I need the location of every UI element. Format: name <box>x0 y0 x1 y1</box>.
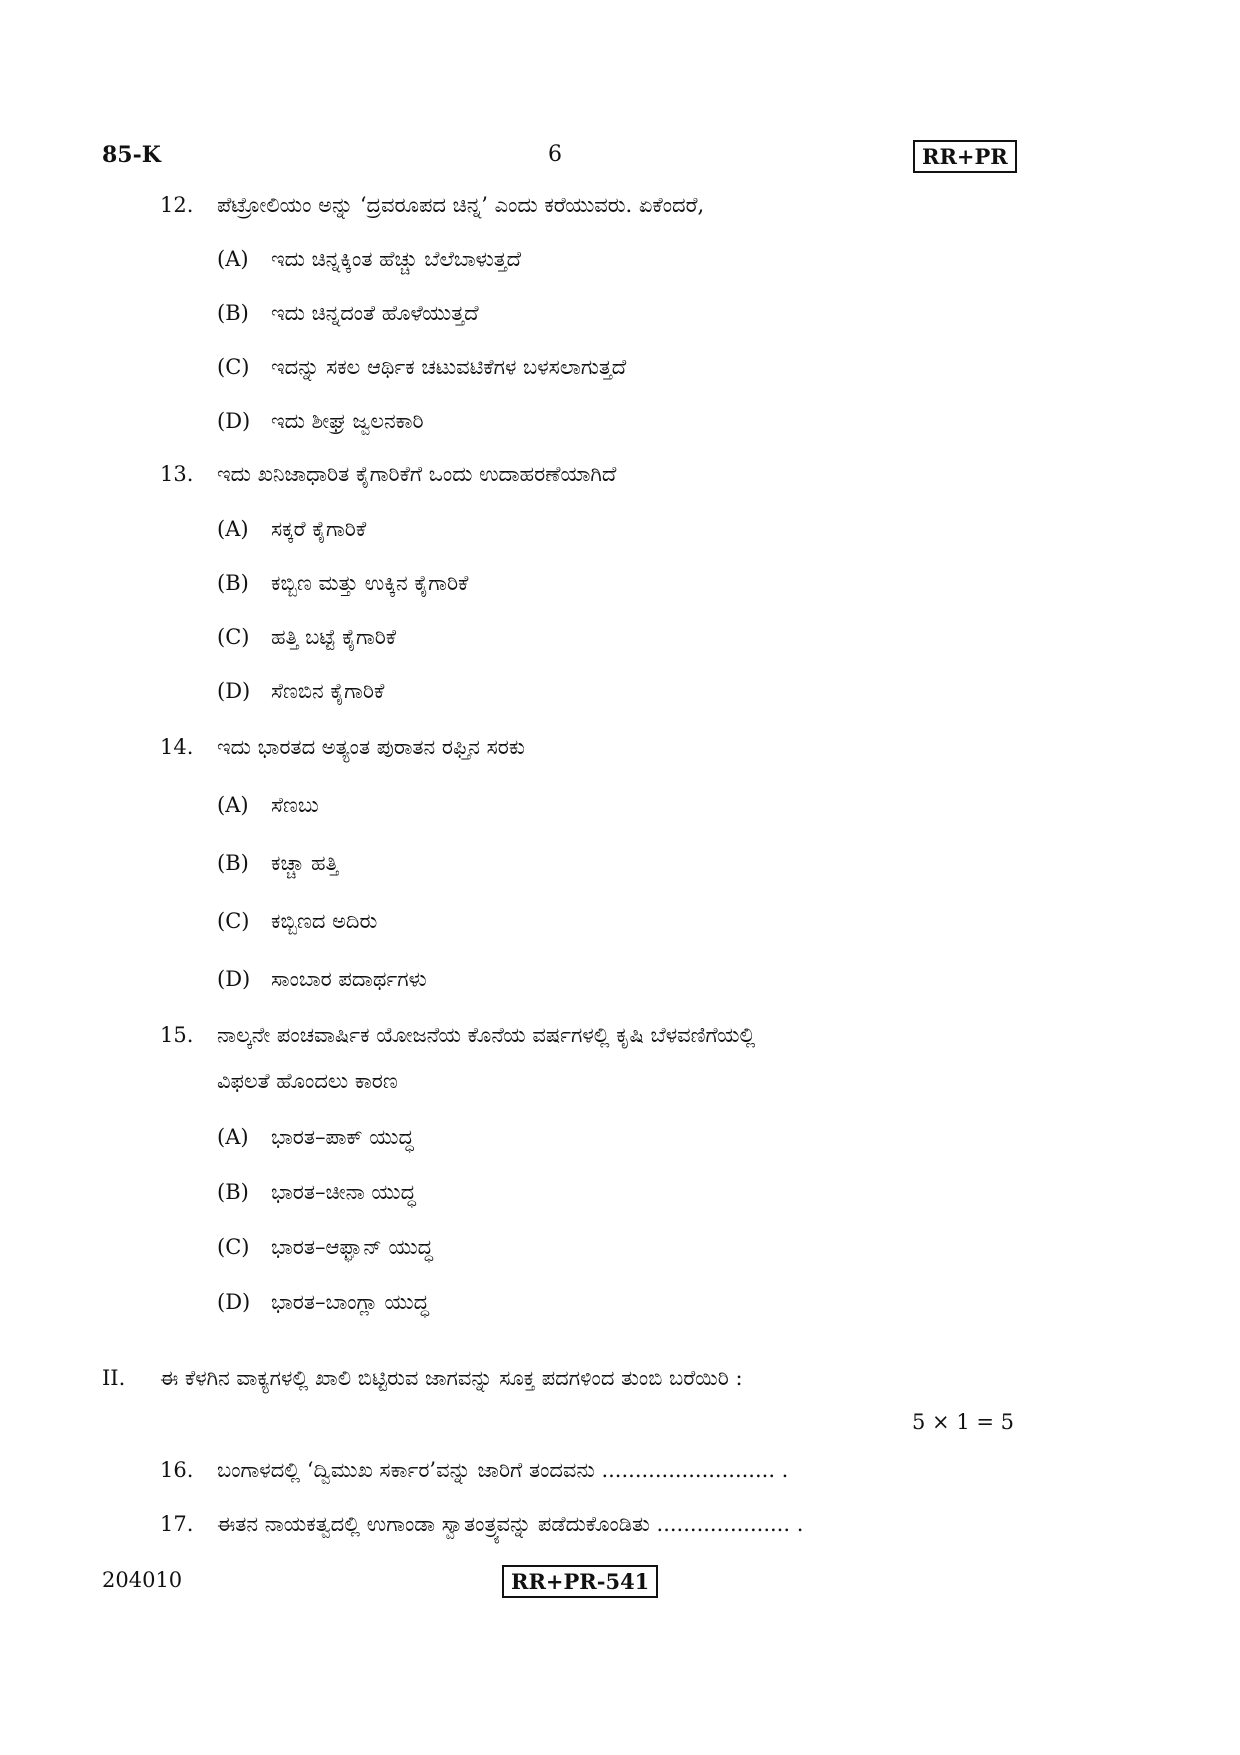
option-text: ಭಾರತ–ಬಾಂಗ್ಲಾ ಯುದ್ಧ <box>271 1290 429 1314</box>
option-letter: (B) <box>217 301 249 325</box>
section-numeral: II. <box>102 1366 126 1390</box>
option-letter: (A) <box>217 1125 249 1149</box>
section-marks: 5 × 1 = 5 <box>912 1410 1014 1434</box>
question-text: ಇದು ಖನಿಜಾಧಾರಿತ ಕೈಗಾರಿಕೆಗೆ ಒಂದು ಉದಾಹರಣೆಯಾಗಿದೆ <box>217 462 617 486</box>
paper-code: 85-K <box>102 142 161 168</box>
question-number: 13. <box>160 462 194 486</box>
option-text: ಸಕ್ಕರೆ ಕೈಗಾರಿಕೆ <box>271 517 367 541</box>
option-letter: (D) <box>217 1290 251 1314</box>
footer-series-badge: RR+PR-541 <box>502 1565 658 1598</box>
option-letter: (B) <box>217 851 249 875</box>
option-text: ಕಚ್ಚಾ ಹತ್ತಿ <box>271 851 339 875</box>
option-text: ಕಬ್ಬಿಣದ ಅದಿರು <box>271 909 378 933</box>
question-number: 12. <box>160 193 194 217</box>
option-text: ಹತ್ತಿ ಬಟ್ಟೆ ಕೈಗಾರಿಕೆ <box>271 625 397 649</box>
question-number: 14. <box>160 735 194 759</box>
option-letter: (B) <box>217 1180 249 1204</box>
page-number: 6 <box>548 142 562 167</box>
option-letter: (C) <box>217 625 250 649</box>
option-letter: (C) <box>217 909 250 933</box>
fill-blank-question: ಈತನ ನಾಯಕತ್ವದಲ್ಲಿ ಉಗಾಂಡಾ ಸ್ವಾತಂತ್ರ್ಯವನ್ನು ಪಡೆದುಕೊಂಡಿತು .................... . <box>217 1512 804 1536</box>
series-badge: RR+PR <box>913 140 1017 173</box>
question-number: 15. <box>160 1023 194 1047</box>
option-letter: (C) <box>217 1235 250 1259</box>
option-text: ಕಬ್ಬಿಣ ಮತ್ತು ಉಕ್ಕಿನ ಕೈಗಾರಿಕೆ <box>271 571 469 595</box>
option-text: ಭಾರತ–ಪಾಕ್ ಯುದ್ಧ <box>271 1125 414 1149</box>
question-text-line2: ವಿಫಲತೆ ಹೊಂದಲು ಕಾರಣ <box>217 1069 398 1093</box>
option-text: ಸೆಣಬಿನ ಕೈಗಾರಿಕೆ <box>271 679 385 703</box>
option-letter: (D) <box>217 967 251 991</box>
option-letter: (B) <box>217 571 249 595</box>
option-text: ಭಾರತ–ಆಫ್ಘಾನ್ ಯುದ್ಧ <box>271 1235 433 1259</box>
question-number: 16. <box>160 1458 194 1482</box>
option-text: ಸೆಣಬು <box>271 793 319 817</box>
option-letter: (C) <box>217 355 250 379</box>
section-instruction: ಈ ಕೆಳಗಿನ ವಾಕ್ಯಗಳಲ್ಲಿ ಖಾಲಿ ಬಿಟ್ಟಿರುವ ಜಾಗವನ್ನು ಸೂಕ್ತ ಪದಗಳಿಂದ ತುಂಬಿ ಬರೆಯಿರಿ : <box>160 1366 743 1390</box>
option-letter: (A) <box>217 247 249 271</box>
option-text: ಇದು ಶೀಘ್ರ ಜ್ವಲನಕಾರಿ <box>271 409 424 433</box>
question-text: ನಾಲ್ಕನೇ ಪಂಚವಾರ್ಷಿಕ ಯೋಜನೆಯ ಕೊನೆಯ ವರ್ಷಗಳಲ್ಲಿ ಕೃಷಿ ಬೆಳವಣಿಗೆಯಲ್ಲಿ <box>217 1023 756 1047</box>
fill-blank-question: ಬಂಗಾಳದಲ್ಲಿ ‘ದ್ವಿಮುಖ ಸರ್ಕಾರ’ವನ್ನು ಜಾರಿಗೆ ತಂದವನು .......................... . <box>217 1458 789 1482</box>
option-letter: (D) <box>217 409 251 433</box>
question-number: 17. <box>160 1512 194 1536</box>
option-text: ಭಾರತ–ಚೀನಾ ಯುದ್ಧ <box>271 1180 416 1204</box>
option-text: ಇದನ್ನು ಸಕಲ ಆರ್ಥಿಕ ಚಟುವಟಿಕೆಗಳ ಬಳಸಲಾಗುತ್ತದೆ <box>271 355 627 379</box>
question-text: ಇದು ಭಾರತದ ಅತ್ಯಂತ ಪುರಾತನ ರಫ್ತಿನ ಸರಕು <box>217 735 525 759</box>
option-text: ಸಾಂಬಾರ ಪದಾರ್ಥಗಳು <box>271 967 427 991</box>
option-letter: (A) <box>217 793 249 817</box>
option-letter: (A) <box>217 517 249 541</box>
question-text: ಪೆಟ್ರೋಲಿಯಂ ಅನ್ನು ‘ದ್ರವರೂಪದ ಚಿನ್ನ’ ಎಂದು ಕರೆಯುವರು. ಏಕೆಂದರೆ, <box>217 193 705 217</box>
option-text: ಇದು ಚಿನ್ನಕ್ಕಿಂತ ಹೆಚ್ಚು ಬೆಲೆಬಾಳುತ್ತದೆ <box>271 247 522 271</box>
footer-code: 204010 <box>102 1568 183 1592</box>
option-letter: (D) <box>217 679 251 703</box>
option-text: ಇದು ಚಿನ್ನದಂತೆ ಹೊಳೆಯುತ್ತದೆ <box>271 301 479 325</box>
